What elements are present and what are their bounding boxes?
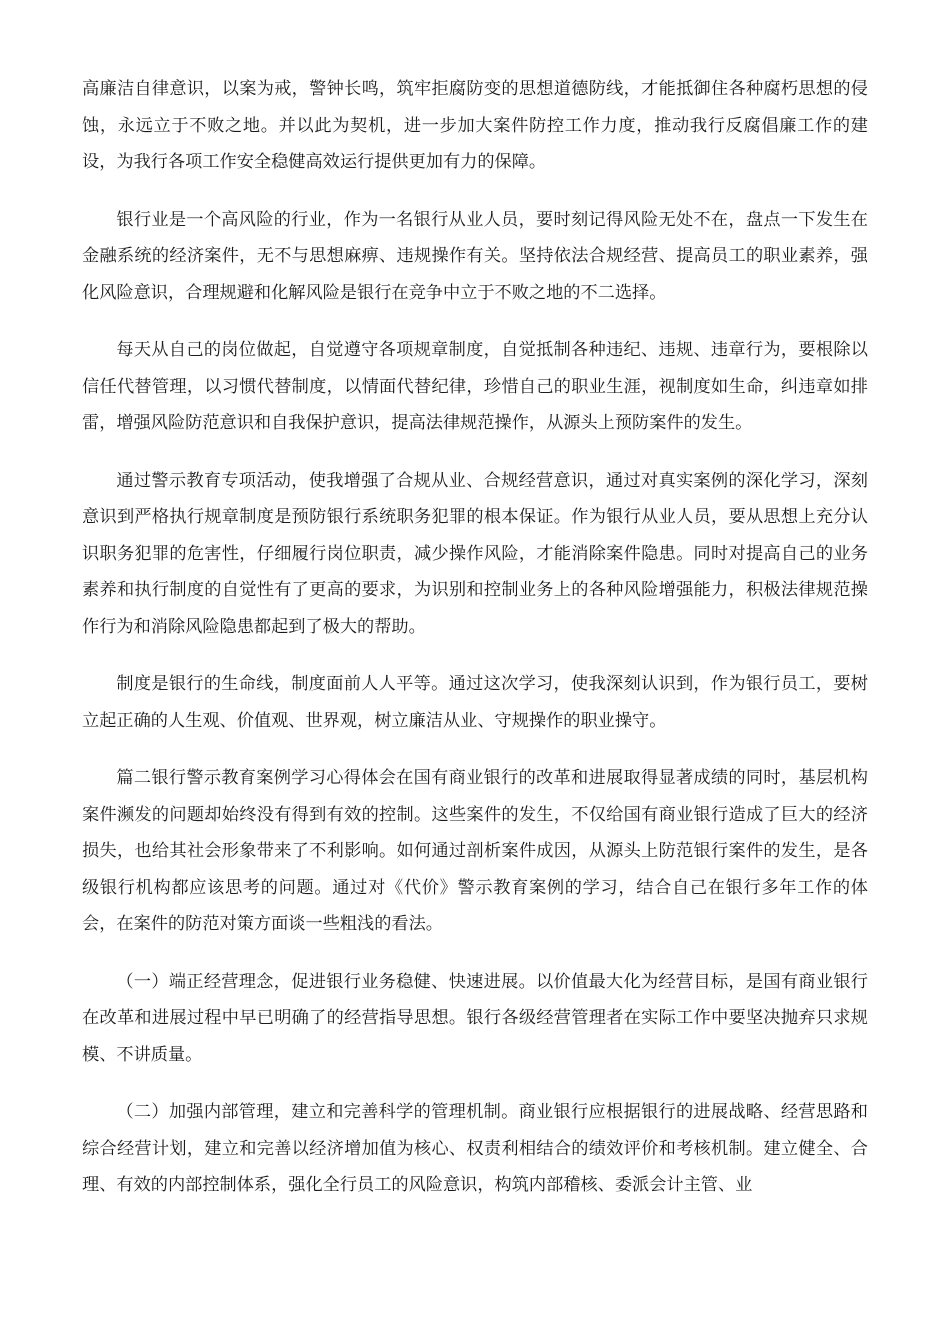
- paragraph-daily-compliance: 每天从自己的岗位做起，自觉遵守各项规章制度，自觉抵制各种违纪、违规、违章行为，要根除以信任代替管理，以习惯代替制度，以情面代替纪律，珍惜自己的职业生涯，视制度如生命，纠违章如排雷，增强风险防范意识和自我保护意识，提高法律规范操作，从源头上预防案件的发生。: [82, 340, 868, 433]
- paragraph-system-lifeline: 制度是银行的生命线，制度面前人人平等。通过这次学习，使我深刻认识到，作为银行员工，要树立起正确的人生观、价值观、世界观，树立廉洁从业、守规操作的职业操守。: [82, 674, 868, 731]
- paragraph-banking-risk: 银行业是一个高风险的行业，作为一名银行从业人员，要时刻记得风险无处不在，盘点一下发生在金融系统的经济案件，无不与思想麻痹、违规操作有关。坚持依法合规经营、提高员工的职业素养，强化风险意识，合理规避和化解风险是银行在竞争中立于不败之地的不二选择。: [82, 209, 868, 303]
- paragraph-point-two: （二）加强内部管理，建立和完善科学的管理机制。商业银行应根据银行的进展战略、经营思路和综合经营计划，建立和完善以经济增加值为核心、权责利相结合的绩效评价和考核机制。建立健全、合理、有效的内部控制体系，强化全行员工的风险意识，构筑内部稽核、委派会计主管、业: [82, 1102, 868, 1195]
- paragraph-part-two-intro: 篇二银行警示教育案例学习心得体会在国有商业银行的改革和进展取得显著成绩的同时，基层机构案件濒发的问题却始终没有得到有效的控制。这些案件的发生，不仅给国有商业银行造成了巨大的经济损失，也给其社会形象带来了不利影响。如何通过剖析案件成因，从源头上防范银行案件的发生，是各级银行机构都应该思考的问题。通过对《代价》警示教育案例的学习，结合自己在银行多年工作的体会，在案件的防范对策方面谈一些粗浅的看法。: [82, 768, 868, 934]
- paragraph-point-one: （一）端正经营理念，促进银行业务稳健、快速进展。以价值最大化为经营目标，是国有商业银行在改革和进展过程中早已明确了的经营指导思想。银行各级经营管理者在实际工作中要坚决抛弃只求规模、不讲质量。: [82, 971, 868, 1065]
- paragraph-warning-education: 通过警示教育专项活动，使我增强了合规从业、合规经营意识，通过对真实案例的深化学习，深刻意识到严格执行规章制度是预防银行系统职务犯罪的根本保证。作为银行从业人员，要从思想上充分认识职务犯罪的危害性，仔细履行岗位职责，减少操作风险，才能消除案件隐患。同时对提高自己的业务素养和执行制度的自觉性有了更高的要求，为识别和控制业务上的各种风险增强能力，积极法律规范操作行为和消除风险隐患都起到了极大的帮助。: [82, 470, 868, 637]
- document-page: [82, 71, 868, 1225]
- paragraph-continuation: 高廉洁自律意识，以案为戒，警钟长鸣，筑牢拒腐防变的思想道德防线，才能抵御住各种腐朽思想的侵蚀，永远立于不败之地。并以此为契机，进一步加大案件防控工作力度，推动我行反腐倡廉工作的建设，为我行各项工作安全稳健高效运行提供更加有力的保障。: [82, 79, 868, 172]
